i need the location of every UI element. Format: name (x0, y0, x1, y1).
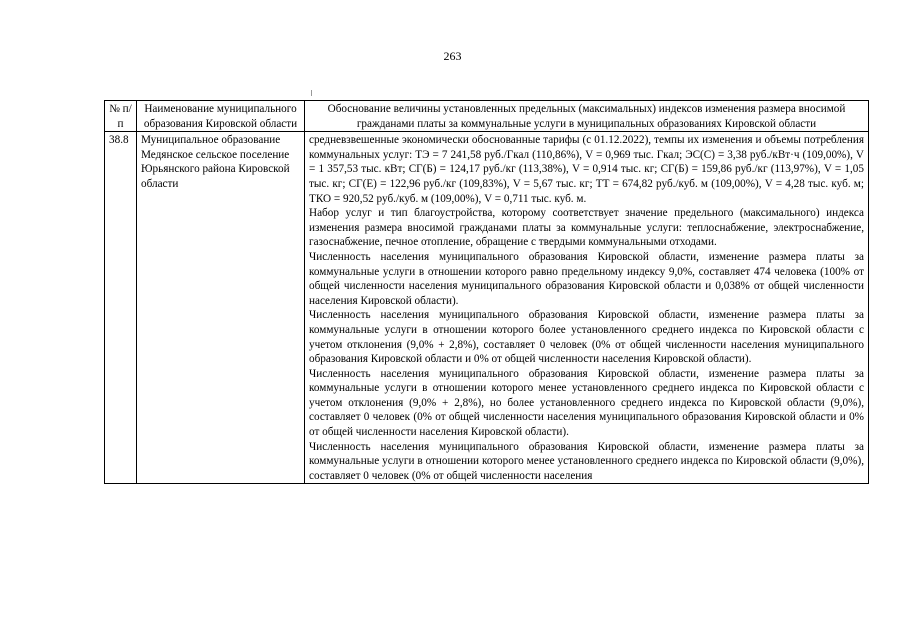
population-between-paragraph: Численность населения муниципального образования Кировской области, изменение размера платы за коммунальные услуги в отношении которого менее установленного среднего индекса по Кировской области с учетом отклонения (9,0% + 2,8%), но более установленного среднего индекса по Кировской области (9,0%), составляет 0 человек (0% от общей численности населения муниципального образования Кировской области и 0% от общей численности населения Кировской области). (309, 367, 864, 439)
population-above-paragraph: Численность населения муниципального образования Кировской области, изменение размера платы за коммунальные услуги в отношении которого более установленного среднего индекса по Кировской области с учетом отклонения (9,0% + 2,8%), составляет 0 человек (0% от общей численности населения муниципального образования Кировской области и 0% от общей численности населения Кировской области). (309, 309, 864, 366)
tariff-table (104, 100, 869, 484)
header-justification: Обоснование величины установленных предельных (максимальных) индексов изменения размера вносимой гражданами платы за коммунальные услуги в муниципальных образованиях Кировской области (305, 101, 869, 132)
services-paragraph: Набор услуг и тип благоустройства, которому соответствует значение предельного (максимального) индекса изменения размера вносимой гражданами платы за коммунальные услуги: теплоснабжение, электроснабжение, газоснабжение, печное отопление, обращение с твердыми коммунальными отходами. (309, 207, 864, 249)
header-name: Наименование муниципального образования Кировской области (137, 101, 305, 132)
scan-mark (311, 90, 312, 96)
population-below-paragraph: Численность населения муниципального образования Кировской области, изменение размера платы за коммунальные услуги в отношении которого менее установленного среднего индекса по Кировской области (9,0%), составляет 0 человек (0% от общей численности населения (309, 440, 864, 482)
header-num: № п/п (105, 101, 137, 132)
row-number: 38.8 (105, 132, 137, 484)
table-header-row (105, 101, 869, 132)
municipality-name: Муниципальное образование Медянское сельское поселение Юрьянского района Кировской области (137, 132, 305, 484)
population-equal-paragraph: Численность населения муниципального образования Кировской области, изменение размера платы за коммунальные услуги в отношении которого равно предельному индексу 9,0%, составляет 474 человека (100% от общей численности населения муниципального образования Кировской области и 0,038% от общей численности населения Кировской области). (309, 250, 864, 307)
table-row (105, 132, 869, 484)
tariffs-paragraph: средневзвешенные экономически обоснованные тарифы (с 01.12.2022), темпы их изменения и объемы потребления коммунальных услуг: ТЭ = 7 241,58 руб./Гкал (110,86%), V = 0,969 тыс. Гкал; ЭС(С) = 3,38 руб./кВт·ч (109,00%), V = 1 357,53 тыс. кВт; СГ(Б) = 124,17 руб./кг (113,38%), V = 0,914 тыс. кг; СГ(Б) = 159,86 руб./кг (113,97%), V = 1,05 тыс. кг; СГ(Е) = 122,96 руб./кг (109,83%), V = 5,67 тыс. кг; ТТ = 674,82 руб./куб. м (109,00%), V = 4,28 тыс. куб. м; ТКО = 920,52 руб./куб. м (109,00%), V = 0,711 тыс. куб. м. (309, 134, 864, 205)
justification-cell (305, 132, 869, 484)
page-number: 263 (443, 49, 462, 63)
